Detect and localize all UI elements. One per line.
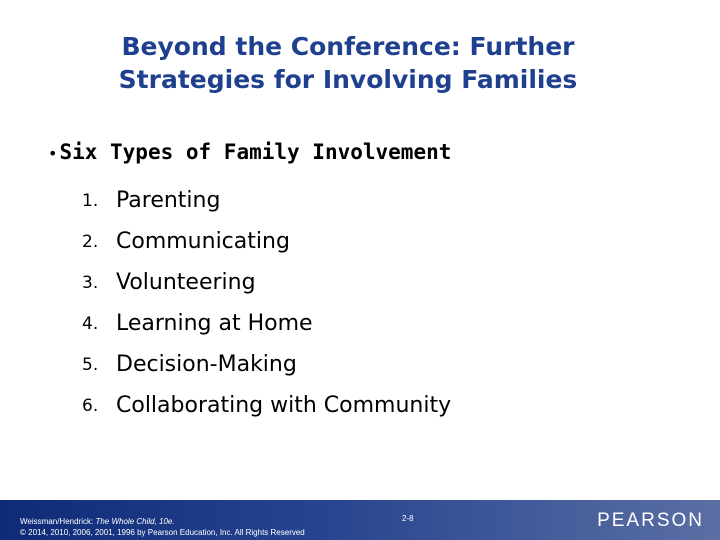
footer-copyright: © 2014, 2010, 2006, 2001, 1996 by Pearson Education, Inc. All Rights Reserved: [20, 528, 305, 537]
list-item: [82, 262, 451, 303]
bullet-heading-text: Six Types of Family Involvement: [59, 140, 452, 164]
list-item-label: Communicating: [116, 229, 290, 254]
list-item-number: 2.: [82, 231, 99, 252]
slide-title-line-2: Strategies for Involving Families: [118, 65, 578, 94]
page-number: 2-8: [402, 514, 414, 523]
list-item: [82, 180, 451, 221]
list-item-number: 3.: [82, 272, 99, 293]
list-item: [82, 344, 451, 385]
list-item-number: 5.: [82, 354, 99, 375]
pearson-logo: PEARSON: [597, 510, 704, 531]
involvement-list: [82, 180, 451, 426]
list-item-number: 6.: [82, 395, 99, 416]
list-item-label: Volunteering: [116, 270, 256, 295]
footer-authors: Weissman/Hendrick:: [20, 517, 94, 526]
list-item-label: Parenting: [116, 188, 221, 213]
bullet-icon: •: [48, 144, 58, 163]
footer-citation: [20, 516, 305, 538]
list-item-number: 1.: [82, 190, 99, 211]
list-item-number: 4.: [82, 313, 99, 334]
list-item: [82, 303, 451, 344]
list-item: [82, 385, 451, 426]
list-item-label: Decision-Making: [116, 352, 297, 377]
bullet-heading: [48, 140, 451, 164]
slide-title: [0, 30, 696, 96]
list-item-label: Learning at Home: [116, 311, 313, 336]
footer-book-title: The Whole Child, 10e.: [95, 517, 175, 526]
footer-bar: [0, 500, 720, 540]
list-item-label: Collaborating with Community: [116, 393, 452, 418]
list-item: [82, 221, 451, 262]
slide-title-line-1: Beyond the Conference: Further: [121, 32, 575, 61]
